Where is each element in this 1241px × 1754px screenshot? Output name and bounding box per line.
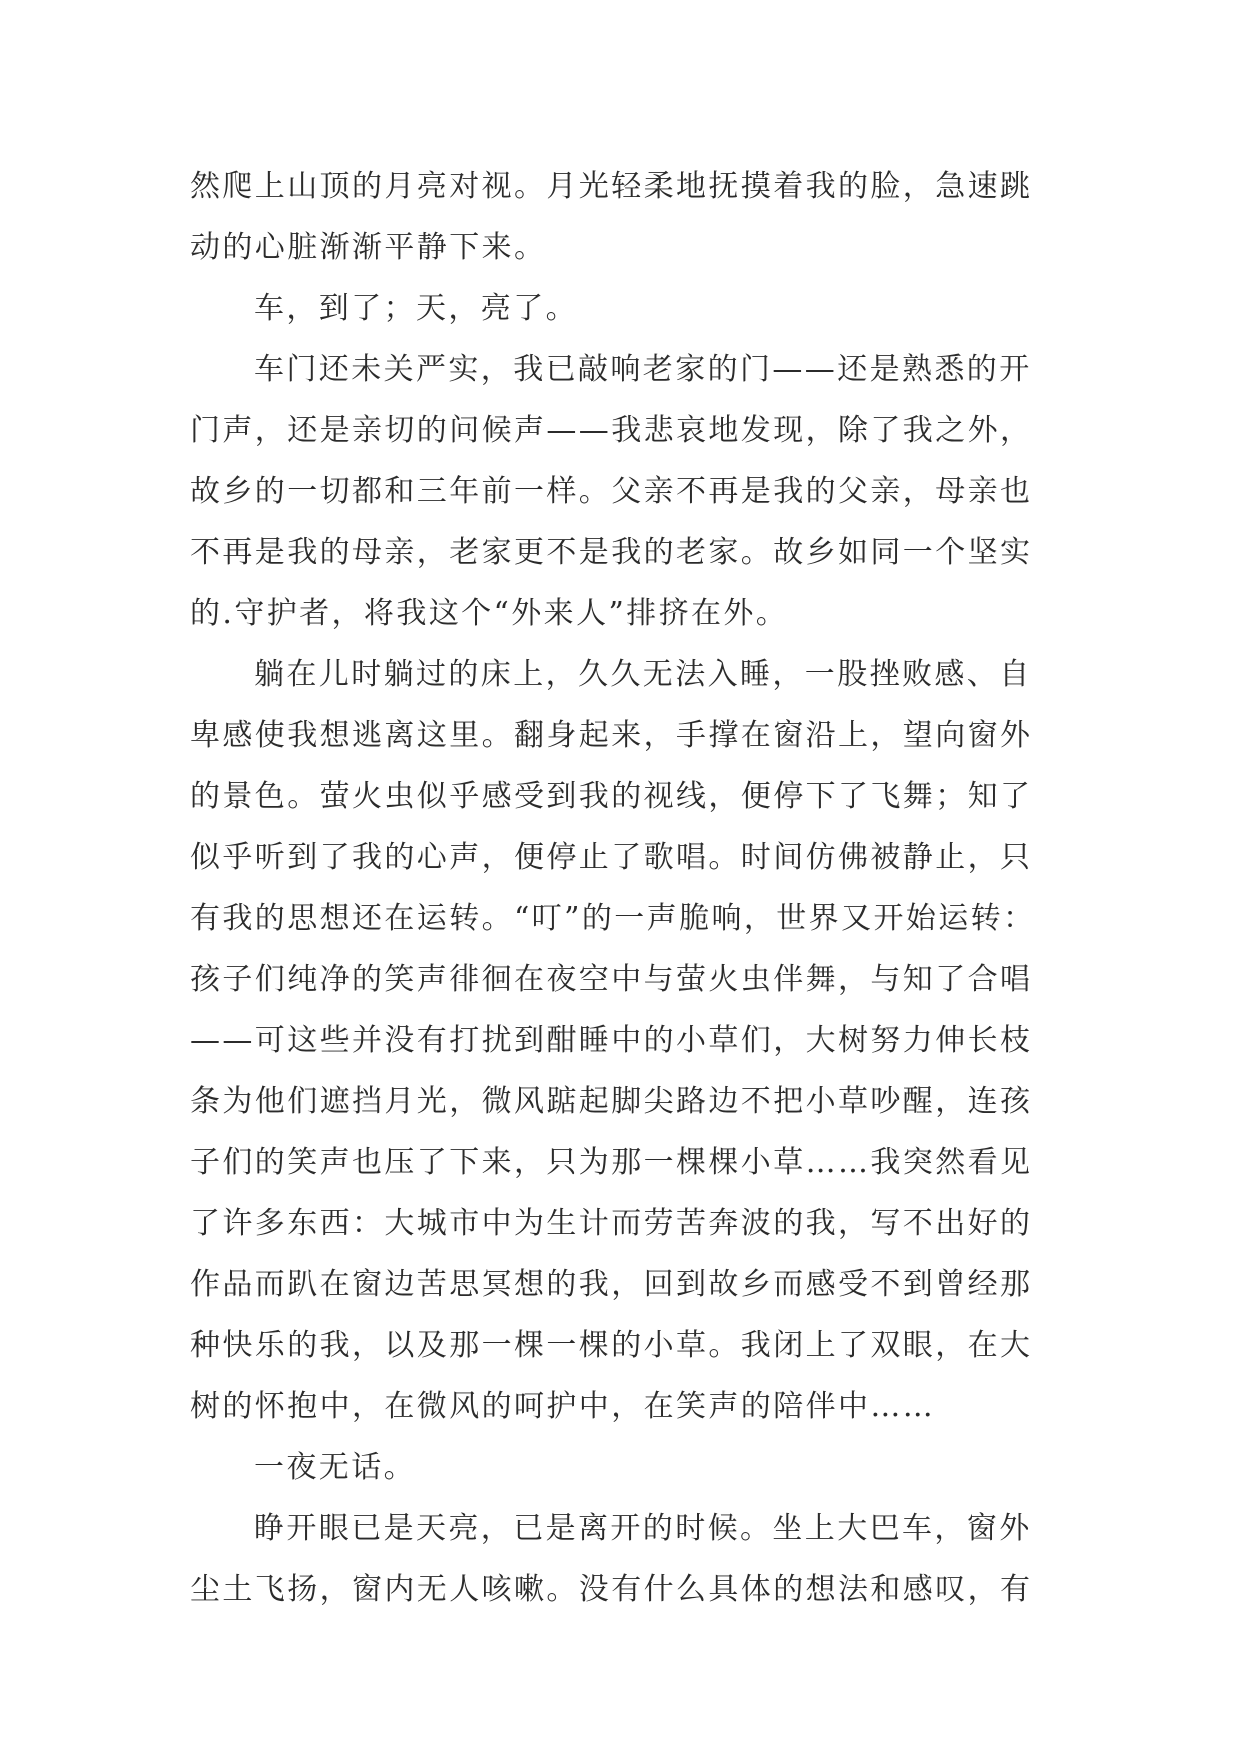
- text-line: 有我的思想还在运转。“叮”的一声脆响，世界又开始运转：: [190, 901, 1036, 936]
- text-line: 了许多东西：大城市中为生计而劳苦奔波的我，写不出好的: [190, 1206, 1033, 1241]
- text-line: 动的心脏渐渐平静下来。: [190, 230, 547, 265]
- paragraph-start-line: 睁开眼已是天亮，已是离开的时候。坐上大巴车，窗外: [254, 1511, 1032, 1546]
- text-line: 然爬上山顶的月亮对视。月光轻柔地抚摸着我的脸，急速跳: [190, 169, 1033, 204]
- text-line: 作品而趴在窗边苦思冥想的我，回到故乡而感受不到曾经那: [190, 1267, 1033, 1302]
- paragraph-start-line: 车，到了；天，亮了。: [254, 291, 578, 326]
- text-line: 种快乐的我，以及那一棵一棵的小草。我闭上了双眼，在大: [190, 1328, 1033, 1363]
- text-line: ——可这些并没有打扰到酣睡中的小草们，大树努力伸长枝: [190, 1023, 1033, 1058]
- text-line: 似乎听到了我的心声，便停止了歌唱。时间仿佛被静止，只: [190, 840, 1033, 875]
- body-text: [190, 156, 1052, 1620]
- text-line: 条为他们遮挡月光，微风踮起脚尖路边不把小草吵醒，连孩: [190, 1084, 1033, 1119]
- text-line: 树的怀抱中，在微风的呵护中，在笑声的陪伴中……: [190, 1389, 936, 1424]
- text-line: 门声，还是亲切的问候声——我悲哀地发现，除了我之外，: [190, 413, 1033, 448]
- text-line: 子们的笑声也压了下来，只为那一棵棵小草……我突然看见: [190, 1145, 1033, 1180]
- text-line: 的.守护者，将我这个“外来人”排挤在外。: [190, 596, 789, 631]
- text-line: 的景色。萤火虫似乎感受到我的视线，便停下了飞舞；知了: [190, 779, 1033, 814]
- text-line: 故乡的一切都和三年前一样。父亲不再是我的父亲，母亲也: [190, 474, 1033, 509]
- text-line: 孩子们纯净的笑声徘徊在夜空中与萤火虫伴舞，与知了合唱: [190, 962, 1033, 997]
- paragraph-start-line: 躺在儿时躺过的床上，久久无法入睡，一股挫败感、自: [254, 657, 1032, 692]
- text-line: 尘土飞扬，窗内无人咳嗽。没有什么具体的想法和感叹，有: [190, 1572, 1033, 1607]
- paragraph-start-line: 一夜无话。: [254, 1450, 416, 1485]
- text-line: 卑感使我想逃离这里。翻身起来，手撑在窗沿上，望向窗外: [190, 718, 1033, 753]
- paragraph-start-line: 车门还未关严实，我已敲响老家的门——还是熟悉的开: [254, 352, 1032, 387]
- text-line: 不再是我的母亲，老家更不是我的老家。故乡如同一个坚实: [190, 535, 1033, 570]
